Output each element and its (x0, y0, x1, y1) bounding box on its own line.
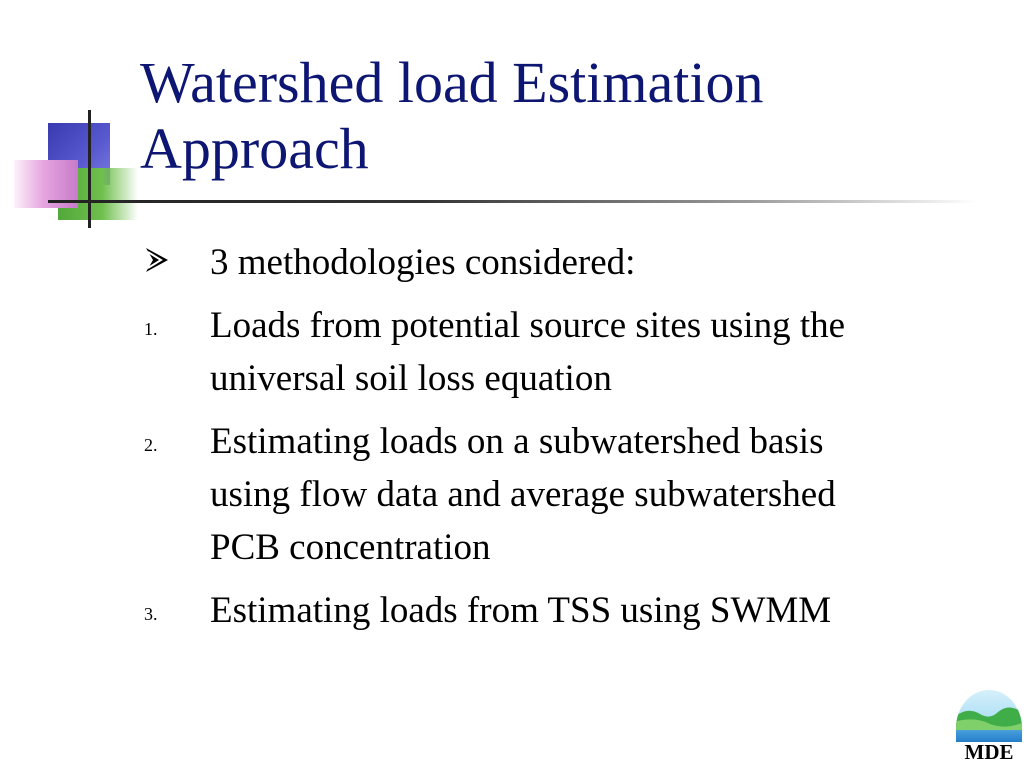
list-number-3: 3. (144, 604, 158, 624)
list-item-1 (144, 299, 1004, 405)
arrowhead-icon (144, 240, 170, 280)
slide-title-line1: Watershed load Estimation (140, 50, 764, 115)
mde-logo-text: MDE (964, 740, 1014, 764)
list-item-2-line2: using flow data and average subwatershed (210, 474, 836, 515)
mde-logo (954, 688, 1024, 768)
deco-vertical-line (88, 110, 91, 228)
intro-text: 3 methodologies considered: (210, 242, 636, 283)
slide-title (140, 50, 1000, 182)
slide-title-line2: Approach (140, 116, 369, 181)
list-item-2-line3: PCB concentration (210, 527, 491, 568)
list-item-2-line1: Estimating loads on a subwatershed basis (210, 421, 824, 462)
list-number-1: 1. (144, 319, 158, 339)
mde-logo-graphic (954, 688, 1024, 744)
title-underline (48, 200, 978, 203)
list-item-1-line2: universal soil loss equation (210, 358, 612, 399)
slide-content (144, 236, 1004, 637)
list-item-3-line1: Estimating loads from TSS using SWMM (210, 590, 832, 631)
list-item-2 (144, 415, 1004, 574)
list-item-1-line1: Loads from potential source sites using the (210, 305, 846, 346)
intro-bullet (144, 236, 1004, 289)
list-item-3 (144, 584, 1004, 637)
list-number-2: 2. (144, 435, 158, 455)
